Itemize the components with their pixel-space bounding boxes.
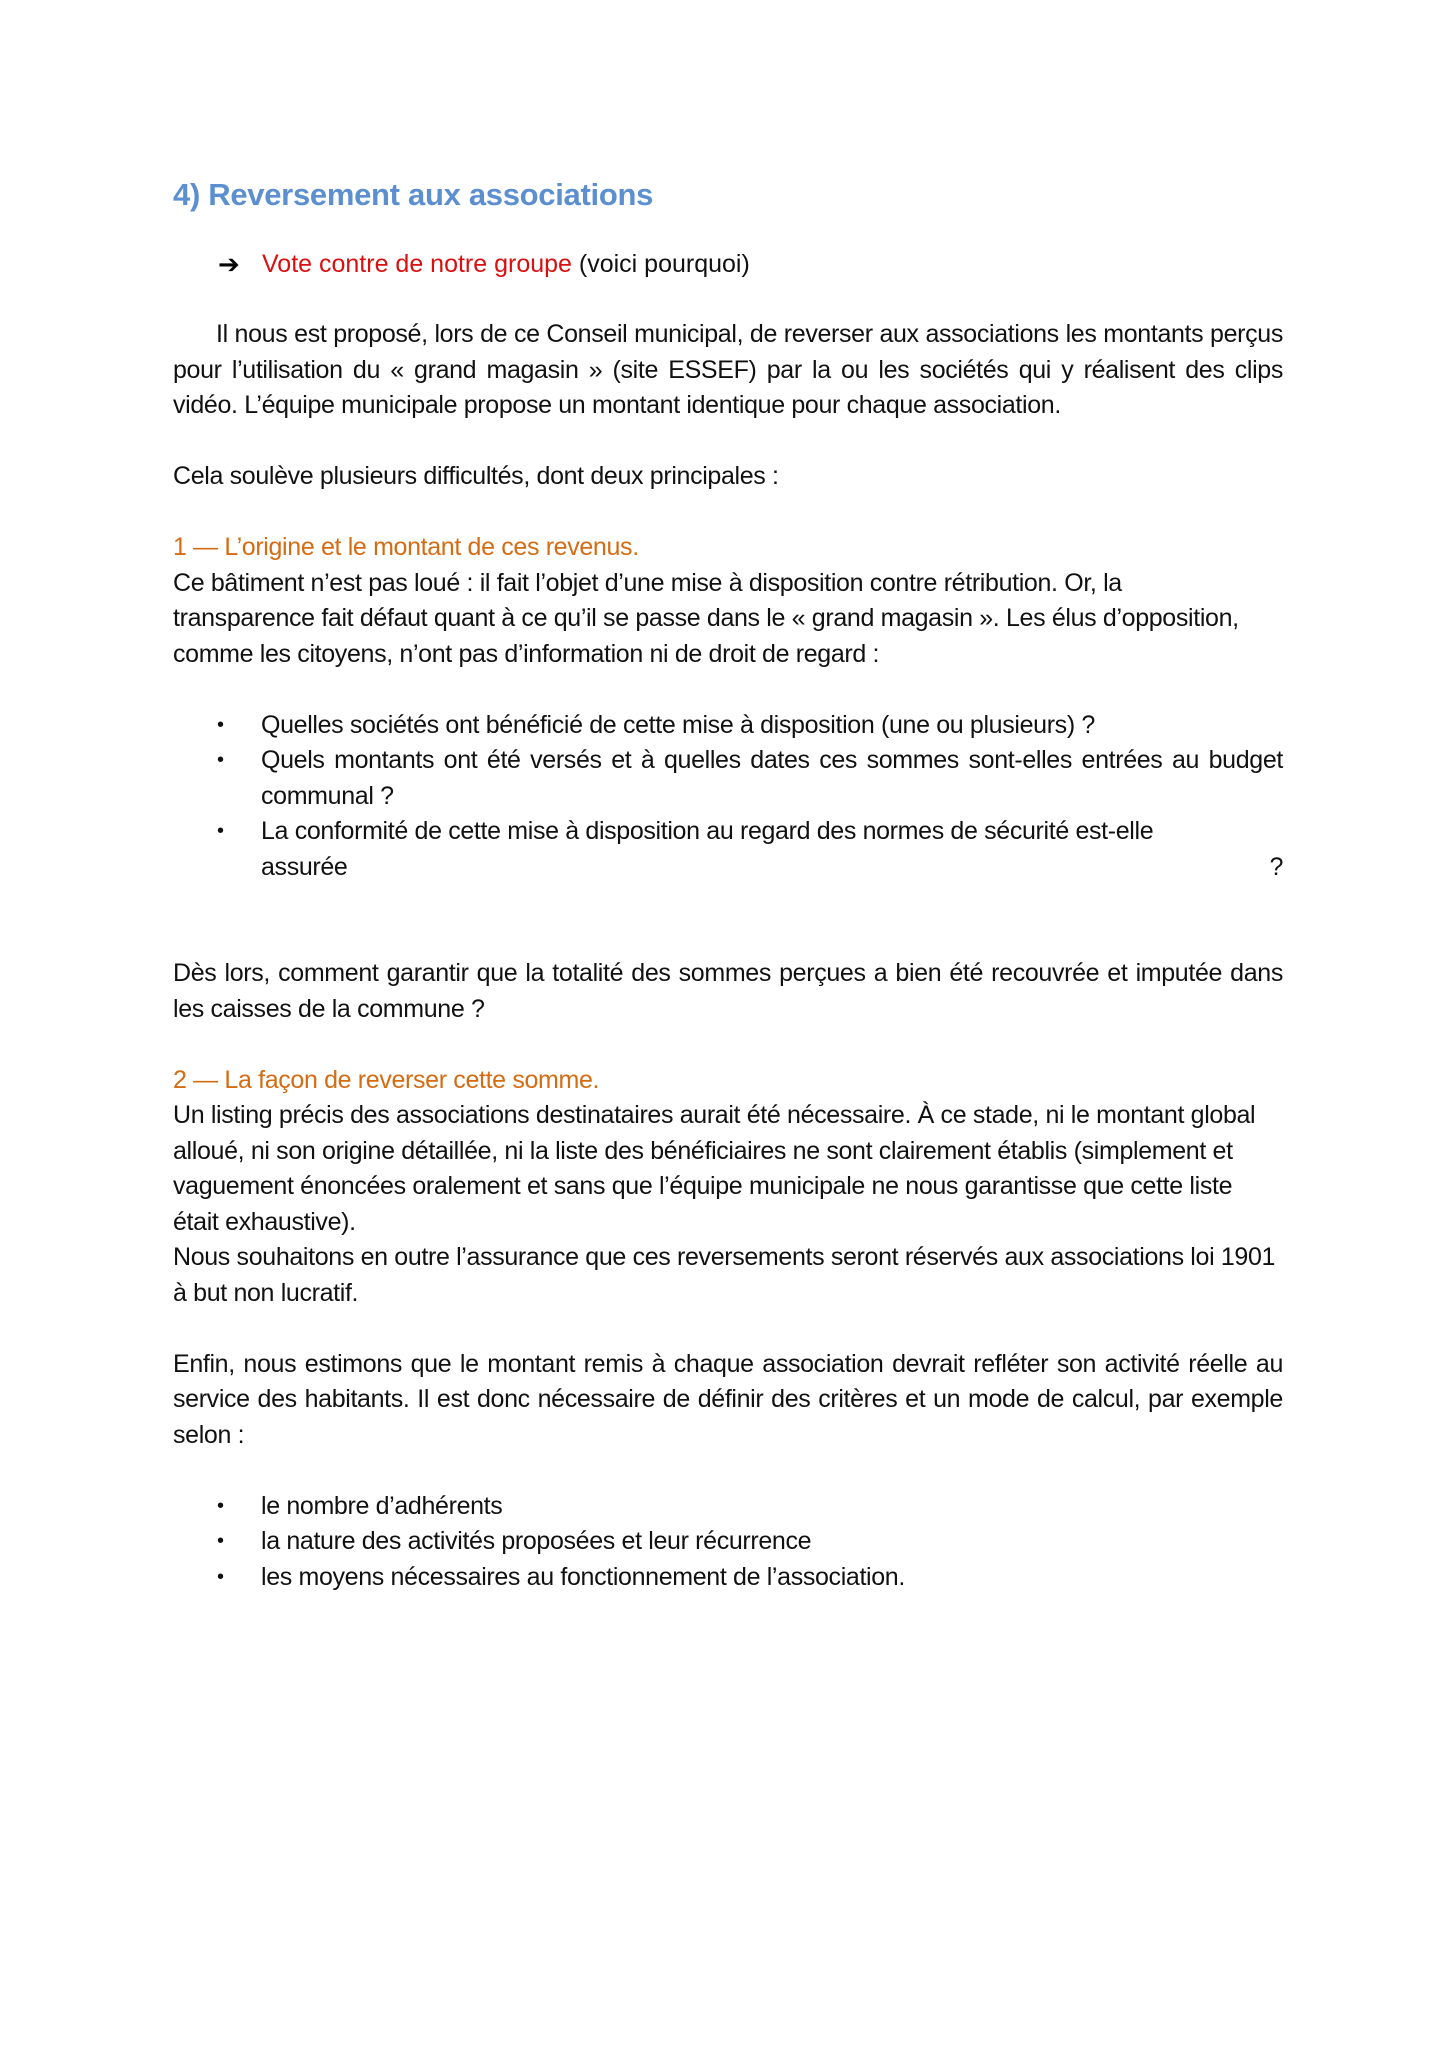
bullet-icon: • <box>217 1530 224 1552</box>
section1-conclusion: Dès lors, comment garantir que la totalité des sommes perçues a bien été recouvrée et imputée dans les caisses de la commune ? <box>173 959 1283 1023</box>
right-arrow-icon: ➔ <box>218 249 240 279</box>
section2-paragraph-1: Un listing précis des associations destinataires aurait été nécessaire. À ce stade, ni le montant global alloué, ni son origine détaillée, ni la liste des bénéficiaires ne sont clairement établis (simplement et vaguement énoncées oralement et sans que l’équipe municipale ne nous garantisse que cette liste était exhaustive). <box>173 1101 1256 1236</box>
bullet-icon: • <box>217 1494 224 1517</box>
list-item: • les moyens nécessaires au fonctionnement de l’association. <box>173 1560 1283 1596</box>
section2-title: 2 — La façon de reverser cette somme. <box>173 1065 600 1094</box>
document-page <box>173 170 1283 1595</box>
list-item: • La conformité de cette mise à disposition au regard des normes de sécurité est-elle assurée ? <box>173 814 1283 885</box>
section2-paragraph-2: Nous souhaitons en outre l’assurance que ces reversements seront réservés aux associations loi 1901 à but non lucratif. <box>173 1243 1276 1307</box>
bullet-icon: • <box>217 1565 224 1588</box>
criteria-list <box>173 1489 1283 1596</box>
bullet-icon: • <box>217 713 224 736</box>
vote-rest-text: (voici pourquoi) <box>571 250 750 278</box>
vote-statement <box>218 246 1283 282</box>
section1-questions-list <box>173 708 1283 886</box>
bullet-icon: • <box>217 749 224 771</box>
intro-paragraph: Il nous est proposé, lors de ce Conseil municipal, de reverser aux associations les montants perçus pour l’utilisation du « grand magasin » (site ESSEF) par la ou les sociétés qui y réalisent des clips vidéo. L’équipe municipale propose un montant identique pour chaque association. <box>173 320 1283 419</box>
section1-paragraph: Ce bâtiment n’est pas loué : il fait l’objet d’une mise à disposition contre rétribution. Or, la transparence fait défaut quant à ce qu’il se passe dans le « grand magasin ». Les élus d’opposition, comme les citoyens, n’ont pas d’information ni de droit de regard : <box>173 568 1239 668</box>
vote-red-text: Vote contre de notre groupe <box>262 250 572 278</box>
list-item: • la nature des activités proposées et leur récurrence <box>173 1524 1283 1560</box>
section-heading: 4) Reversement aux associations <box>173 177 654 212</box>
bullet-icon: • <box>217 820 224 842</box>
difficulties-intro: Cela soulève plusieurs difficultés, dont deux principales : <box>173 462 779 490</box>
section1-title: 1 — L’origine et le montant de ces revenus. <box>173 533 639 561</box>
list-item: • Quelles sociétés ont bénéficié de cette mise à disposition (une ou plusieurs) ? <box>173 708 1283 744</box>
list-item: • Quels montants ont été versés et à quelles dates ces sommes sont-elles entrées au budget communal ? <box>173 743 1283 814</box>
list-item: • le nombre d’adhérents <box>173 1489 1283 1525</box>
section2-paragraph-3: Enfin, nous estimons que le montant remis à chaque association devrait refléter son activité réelle au service des habitants. Il est donc nécessaire de définir des critères et un mode de calcul, par exemple selon : <box>173 1349 1283 1449</box>
